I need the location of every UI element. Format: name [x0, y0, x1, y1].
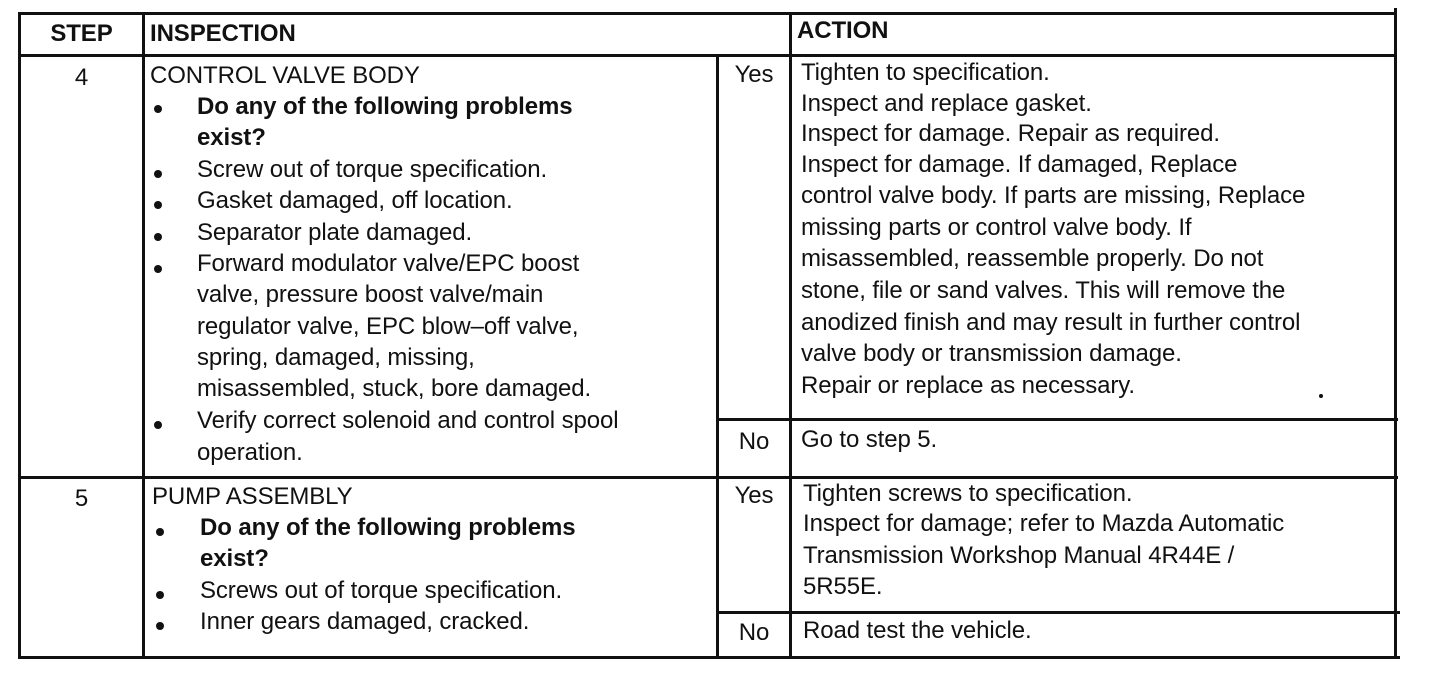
answer-column-divider — [716, 54, 719, 659]
action-text: Inspect for damage; refer to Mazda Automatic — [803, 510, 1285, 537]
inspection-question: Do any of the following problems — [200, 514, 576, 541]
bullet-icon — [156, 622, 164, 630]
action-text: Tighten to specification. — [801, 59, 1050, 86]
bullet-icon — [156, 591, 164, 599]
inspection-question: exist? — [200, 545, 269, 572]
inspection-check: Inner gears damaged, cracked. — [200, 608, 530, 635]
row5-yes-no-divider — [716, 611, 1400, 614]
action-text: misassembled, reassemble properly. Do not — [801, 245, 1264, 272]
inspection-check: Gasket damaged, off location. — [197, 187, 513, 214]
stray-mark — [1319, 394, 1323, 398]
table-border-top — [18, 12, 1396, 15]
action-text: Go to step 5. — [801, 426, 938, 453]
inspection-check: Verify correct solenoid and control spool — [197, 407, 619, 434]
yes-label: Yes — [734, 61, 774, 88]
no-label: No — [738, 428, 770, 455]
bullet-icon — [154, 421, 162, 429]
step-column-divider — [142, 12, 145, 659]
inspection-check: Separator plate damaged. — [197, 219, 473, 246]
action-text: 5R55E. — [803, 573, 883, 600]
inspection-check: valve, pressure boost valve/main — [197, 281, 544, 308]
inspection-check: Forward modulator valve/EPC boost — [197, 250, 580, 277]
bullet-icon — [156, 528, 164, 536]
action-text: Inspect for damage. If damaged, Replace — [801, 151, 1238, 178]
action-text: Inspect and replace gasket. — [801, 90, 1092, 117]
header-step: STEP — [50, 20, 113, 47]
table-border-right — [1394, 8, 1397, 659]
inspection-title: PUMP ASSEMBLY — [152, 483, 353, 510]
bullet-icon — [154, 233, 162, 241]
inspection-question: exist? — [197, 124, 266, 151]
action-text: Inspect for damage. Repair as required. — [801, 120, 1220, 147]
inspection-question: Do any of the following problems — [197, 93, 573, 120]
inspection-check: regulator valve, EPC blow–off valve, — [197, 313, 579, 340]
header-action: ACTION — [797, 17, 889, 44]
step-number: 5 — [74, 485, 89, 512]
inspection-title: CONTROL VALVE BODY — [150, 62, 420, 89]
row4-yes-no-divider — [716, 418, 1398, 421]
action-text: missing parts or control valve body. If — [801, 214, 1192, 241]
action-text: anodized finish and may result in further control — [801, 309, 1301, 336]
no-label: No — [738, 619, 770, 646]
inspection-check: operation. — [197, 439, 303, 466]
table-border-bottom — [18, 656, 1400, 659]
inspection-check: misassembled, stuck, bore damaged. — [197, 375, 592, 402]
yes-label: Yes — [734, 482, 774, 509]
action-text: valve body or transmission damage. — [801, 340, 1182, 367]
action-text: Repair or replace as necessary. — [801, 372, 1135, 399]
header-inspection: INSPECTION — [150, 20, 296, 47]
action-text: stone, file or sand valves. This will remove the — [801, 277, 1286, 304]
header-divider — [18, 54, 1396, 57]
bullet-icon — [154, 170, 162, 178]
action-text: Transmission Workshop Manual 4R44E / — [803, 542, 1235, 569]
inspection-check: Screws out of torque specification. — [200, 577, 563, 604]
table-border-left — [18, 12, 21, 659]
step-number: 4 — [74, 64, 89, 91]
bullet-icon — [154, 105, 162, 113]
action-text: Road test the vehicle. — [803, 617, 1032, 644]
inspection-check: spring, damaged, missing, — [197, 344, 475, 371]
bullet-icon — [154, 265, 162, 273]
bullet-icon — [154, 201, 162, 209]
action-text: control valve body. If parts are missing, Replace — [801, 182, 1306, 209]
action-text: Tighten screws to specification. — [803, 480, 1133, 507]
inspection-check: Screw out of torque specification. — [197, 156, 548, 183]
row-divider — [18, 476, 1398, 479]
action-column-divider — [789, 12, 792, 659]
